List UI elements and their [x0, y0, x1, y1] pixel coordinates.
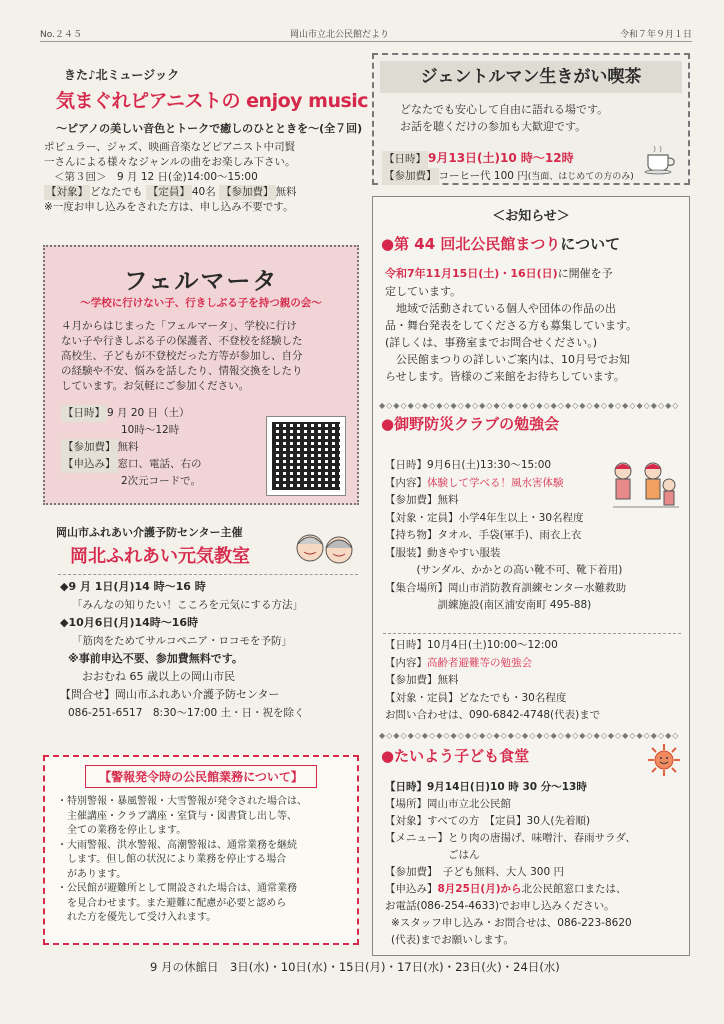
issue-date: 令和７年９月１日	[619, 30, 692, 40]
issue-number: No.２４５	[40, 30, 82, 40]
fureai-body: ◆9 月 1日(月)14 時～16 時 「みんなの知りたい！こころを元気にする方法」 ◆10月6日(月)14時～16時 「筋肉をためてサルコペニア・ロコモを予防」 ※事前申込不要、参加費無料です。 おおむね 65 歳以上の岡山市民 【問合せ】岡山市ふれあい介護予防センター 086-251-6517 8:30～17:00 土・日・祝を除く	[60, 578, 360, 722]
cafe-details: 【日時】 9月13日(土)10 時～12時 【参加費】 コーヒー代 100 円(当面、はじめての方のみ)	[382, 150, 682, 186]
newsletter-header	[40, 26, 692, 42]
festival-title: ●第 44 回北公民館まつりについて	[381, 235, 621, 253]
fureai-contact: 【問合せ】岡山市ふれあい介護予防センター	[60, 688, 280, 701]
fureai-phone: 086-251-6517 8:30～17:00 土・日・祝を除く	[68, 707, 305, 719]
holidays-footer: 9 月の休館日 3日(水)・10日(水)・15日(月)・17日(水)・23日(火)・24日(水)	[150, 960, 560, 974]
sun-icon	[647, 743, 681, 777]
music-title: 気まぐれピアニストの enjoy music	[56, 90, 369, 112]
fureai-host: 岡山市ふれあい介護予防センター主催	[56, 526, 243, 539]
qr-code[interactable]	[267, 417, 345, 495]
bosai-session-2: 【日時】10月4日(土)10:00～12:00 【内容】高齢者避難等の勉強会 【参加費】無料 【対象・定員】どなたでも・30名程度 お問い合わせは、090-6842-4748(代表)まで	[385, 639, 601, 721]
cafe-body: どなたでも安心して自由に語れる場です。 お話を聴くだけの参加も大歓迎です。	[400, 103, 609, 133]
fermata-title: フェルマータ	[123, 267, 279, 295]
music-body: ポピュラー、ジャズ、映画音楽などピアニスト中司賢 一さんによる様々なジャンルの曲をお楽しみ下さい。 ＜第３回＞ 9 月 12 日(金)14:00～15:00 【対象】 どなたでも 【定員】 40名 【参加費】 無料 ※一度お申し込みをされた方は、申し込み不要です。	[44, 140, 364, 215]
music-note: ※一度お申し込みをされた方は、申し込み不要です。	[44, 201, 294, 213]
diamond-divider: ◆◇◆◇◆◇◆◇◆◇◆◇◆◇◆◇◆◇◆◇◆◇◆◇◆◇◆◇◆◇◆◇◆◇◆◇◆◇◆◇◆◇	[379, 731, 680, 740]
cafe-box	[372, 53, 690, 185]
fermata-box	[43, 245, 359, 505]
festival-body: 定しています。 地域で活動されている個人や団体の作品の出 品・舞台発表をしてくださる方も募集しています。 (詳しくは、事務室までお問合せください。) 公民館まつりの詳しいご案内は、10月号でお知 らせします。皆様のご来館をお待ちしています。	[385, 285, 638, 383]
festival-date: 令和7年11月15日(土)・16日(日)に開催を予	[385, 267, 613, 280]
diamond-divider: ◆◇◆◇◆◇◆◇◆◇◆◇◆◇◆◇◆◇◆◇◆◇◆◇◆◇◆◇◆◇◆◇◆◇◆◇◆◇◆◇◆◇	[379, 401, 680, 410]
notices-heading: ＜お知らせ＞	[492, 209, 570, 224]
bosai-title: ●御野防災クラブの勉強会	[381, 415, 560, 433]
music-details: 【対象】 どなたでも 【定員】 40名 【参加費】 無料	[46, 186, 297, 198]
elderly-couple-icon	[292, 530, 358, 574]
notices-box	[372, 196, 690, 956]
kodomo-title: ●たいよう子ども食堂	[381, 747, 530, 765]
cafe-title: ジェントルマン生きがい喫茶	[380, 61, 682, 93]
fureai-title: 岡北ふれあい元気教室	[70, 546, 250, 567]
coffee-cup-icon	[644, 145, 678, 175]
fermata-body: ４月からはじまった「フェルマータ」、学校に行け ない子や行きしぶる子の保護者、不登校を経験した 高校生、子どもが不登校だった方等が参加し、自分 の経験や不安、悩みを話したり、情報交換をしたり しています。お気軽にご参加ください。	[61, 320, 303, 392]
fureai-session-1-date: ◆9 月 1日(月)14 時～16 時	[60, 580, 206, 593]
music-session: ＜第３回＞ 9 月 12 日(金)14:00～15:00	[54, 171, 258, 183]
fureai-divider	[58, 574, 358, 575]
music-tagline: ～ピアノの美しい音色とトークで癒しのひとときを～(全７回)	[56, 122, 363, 135]
fermata-details: 【日時】 9 月 20 日（土） 10時～12時 【参加費】 無料 【申込み】 窓口、電話、右の 2次元コードで。	[63, 407, 202, 487]
alert-title: 【警報発令時の公民館業務について】	[85, 765, 317, 788]
alert-body: ・特別警報・暴風警報・大雪警報が発令された場合は、 主催講座・クラブ講座・室貸与・図書貸し出し等、 全ての業務を停止します。 ・大雨警報、洪水警報、高潮警報は、通常業務を継続 します。但し館の状況により業務を停止する場合 があります。 ・公民館が避難所として開設された場合は、通常業務 を見合わせます。また避難に配慮が必要と認めら れた方を優先して受け入れます。	[57, 796, 307, 923]
alert-box	[43, 755, 359, 945]
fureai-session-2-date: ◆10月6日(月)14時～16時	[60, 616, 199, 629]
bosai-session-1: 【日時】9月6日(土)13:30～15:00 【内容】体験して学べる！風水害体験 【参加費】無料 【対象・定員】小学4年生以上・30名程度 【持ち物】タオル、手袋(軍手)、雨衣上衣 【服装】動きやすい服装 (サンダル、かかとの高い靴不可、靴下着用) 【集合場所】岡山市消防教育訓練センター水難救助 訓練施設(南区浦安南町 495-88)	[385, 459, 627, 611]
music-subtitle: きた♪北ミュージック	[64, 68, 180, 82]
fermata-tagline: ～学校に行けない子、行きしぶる子を持つ親の会～	[80, 297, 322, 309]
newsletter-title: 岡山市立北公民館だより	[290, 30, 390, 40]
bosai-divider	[383, 633, 681, 634]
kodomo-details: 【日時】9月14日(日)10 時 30 分～13時 【場所】岡山市立北公民館 【対象】すべての方 【定員】30人(先着順) 【メニュー】とり肉の唐揚げ、味噌汁、春雨サラダ、 ごはん 【参加費】 子ども無料、大人 300 円 【申込み】8月25日(月)から北公民館窓口または、 お電話(086-254-4633)でお申し込みください。 ※スタッフ申し込み・お問合せは、086-223-8620 (代表)までお願いします。	[385, 781, 636, 946]
